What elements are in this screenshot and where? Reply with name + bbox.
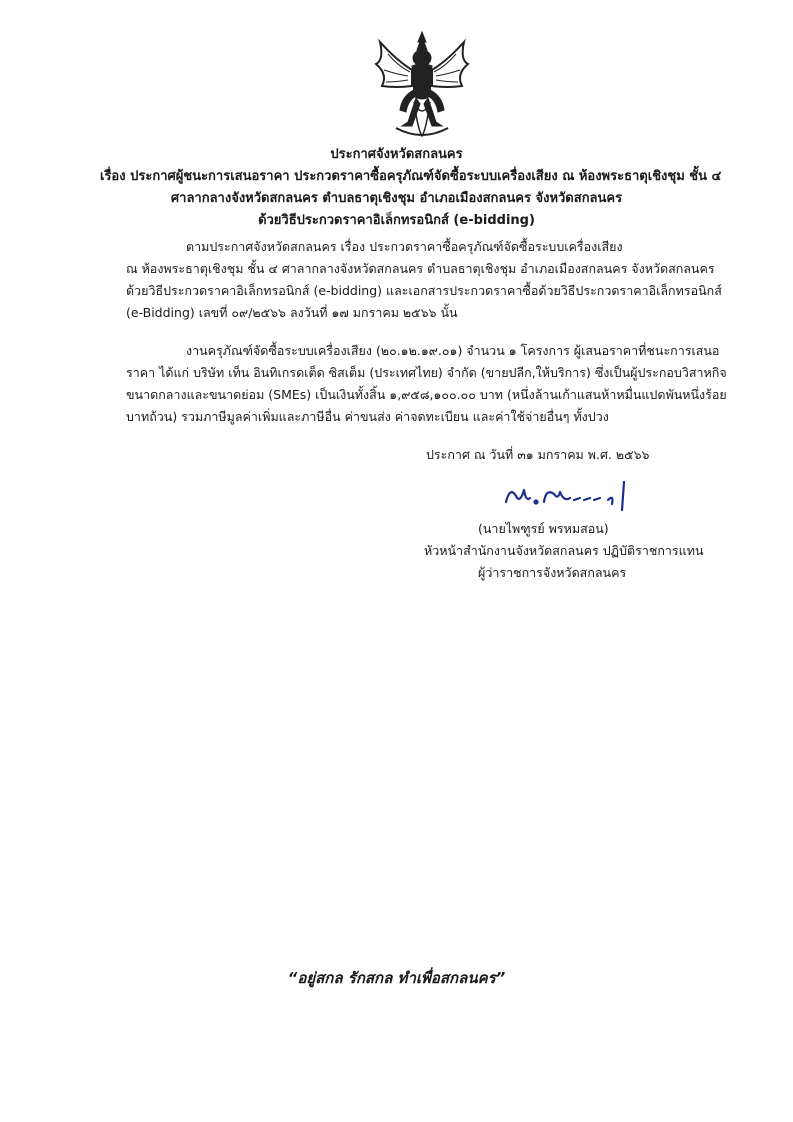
signature-icon: [500, 476, 640, 516]
paragraph-line: งานครุภัณฑ์จัดซื้อระบบเครื่องเสียง (๒๐.๑๒.๑๙.๐๑) จำนวน ๑ โครงการ ผู้เสนอราคาที่ชนะการเสนอ: [186, 343, 720, 358]
paragraph-line: ขนาดกลางและขนาดย่อม (SMEs) เป็นเงินทั้งสิ้น ๑,๙๕๘,๑๐๐.๐๐ บาท (หนึ่งล้านเก้าแสนห้าหมื่นแปดพันหนึ่งร้อย: [126, 387, 727, 402]
announcement-subject-line2: ศาลากลางจังหวัดสกลนคร ตำบลธาตุเชิงชุม อำเภอเมืองสกลนคร จังหวัดสกลนคร: [170, 191, 623, 206]
paragraph-line: ณ ห้องพระธาตุเชิงชุม ชั้น ๔ ศาลากลางจังหวัดสกลนคร ตำบลธาตุเชิงชุม อำเภอเมืองสกลนคร จังหวัดสกลนคร: [126, 261, 715, 276]
announcement-title: ประกาศจังหวัดสกลนคร: [330, 147, 463, 162]
body-paragraph-1: [126, 236, 722, 324]
announcement-subject: เรื่อง ประกาศผู้ชนะการเสนอราคา ประกวดราคาซื้อครุภัณฑ์จัดซื้อระบบเครื่องเสียง ณ ห้องพระธาตุเชิงชุม ชั้น ๔: [100, 169, 722, 184]
signer-position: หัวหน้าสำนักงานจังหวัดสกลนคร ปฏิบัติราชการแทน: [424, 543, 704, 558]
announcement-subject-line3: ด้วยวิธีประกวดราคาอิเล็กทรอนิกส์ (e-bidding): [258, 213, 535, 228]
paragraph-line: ด้วยวิธีประกวดราคาอิเล็กทรอนิกส์ (e-bidding) และเอกสารประกวดราคาซื้อด้วยวิธีประกวดราคาอิเล็กทรอนิกส์: [126, 283, 722, 298]
province-motto: “อยู่สกล รักสกล ทำเพื่อสกลนคร”: [287, 969, 506, 987]
body-paragraph-2: [126, 340, 727, 428]
signer-name: (นายไพฑูรย์ พรหมสอน): [478, 521, 609, 536]
paragraph-line: (e-Bidding) เลขที่ ๐๙/๒๕๖๖ ลงวันที่ ๑๗ มกราคม ๒๕๖๖ นั้น: [126, 305, 458, 320]
paragraph-line: ตามประกาศจังหวัดสกลนคร เรื่อง ประกวดราคาซื้อครุภัณฑ์จัดซื้อระบบเครื่องเสียง: [186, 239, 623, 254]
paragraph-line: บาทถ้วน) รวมภาษีมูลค่าเพิ่มและภาษีอื่น ค่าขนส่ง ค่าจดทะเบียน และค่าใช้จ่ายอื่นๆ ทั้งปวง: [126, 409, 609, 424]
announcement-date: ประกาศ ณ วันที่ ๓๑ มกราคม พ.ศ. ๒๕๖๖: [426, 447, 650, 462]
signer-position-line2: ผู้ว่าราชการจังหวัดสกลนคร: [478, 565, 627, 580]
paragraph-line: ราคา ได้แก่ บริษัท เท็น อินทิเกรดเต็ด ซิสเต็ม (ประเทศไทย) จำกัด (ขายปลีก,ให้บริการ) ซึ่งเป็นผู้ประกอบวิสาหกิจ: [126, 365, 727, 380]
garuda-emblem-icon: [366, 30, 478, 142]
